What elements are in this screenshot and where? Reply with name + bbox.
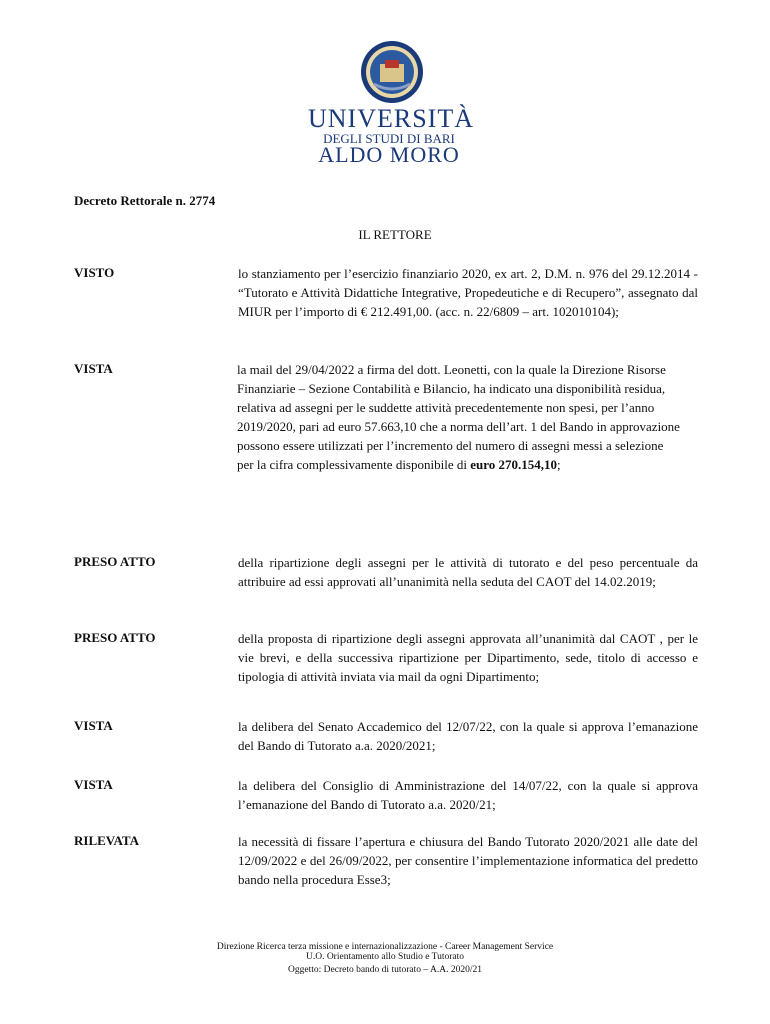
entry-label-vista-senato: VISTA xyxy=(74,718,113,733)
entry-text-vista-mail-amount: euro 270.154,10 xyxy=(470,457,558,472)
entry-label-preso-atto-1: PRESO ATTO xyxy=(74,554,156,569)
university-name-line3: ALDO MORO xyxy=(318,142,460,167)
entry-text-vista-mail-end: ; xyxy=(557,457,561,472)
university-seal-icon xyxy=(360,40,424,104)
entry-text-vista-mail-body: la mail del 29/04/2022 a firma del dott. Leonetti, con la quale la Direzione Risorse Finanziarie – Sezione Contabilità e Bilancio, ha indicato una disponibilità residua, relativa ad assegni per le suddette attività precedentemente non spesi, per l’anno 2019/2020, pari ad euro 57.663,10 che a norma dell’art. 1 del Bando in approvazione possono essere utilizzati per l’incremento del numero di assegni messi a selezione per la cifra complessivamente disponibile di xyxy=(237,362,680,472)
entry-text-vista-consiglio: la delibera del Consiglio di Amministrazione del 14/07/22, con la quale si approva l’emanazione del Bando di Tutorato a.a. 2020/21; xyxy=(238,778,698,812)
university-name-line2: DEGLI STUDI DI BARI xyxy=(323,131,455,146)
entry-text-vista-senato: la delibera del Senato Accademico del 12/07/22, con la quale si approva l’emanazione del Bando di Tutorato a.a. 2020/2021; xyxy=(238,719,698,753)
entry-text-visto: lo stanziamento per l’esercizio finanziario 2020, ex art. 2, D.M. n. 976 del 29.12.2014 - “Tutorato e Attività Didattiche Integrative, Propedeutiche e di Recupero”, assegnato dal MIUR per l’importo di € 212.491,00. (acc. n. 22/6809 – art. 102010104); xyxy=(238,266,698,319)
footer-line2: U.O. Orientamento allo Studio e Tutorato xyxy=(305,952,465,962)
page-footer xyxy=(0,942,770,975)
footer-line1: Direzione Ricerca terza missione e internazionalizzazione - Career Management Service xyxy=(216,942,554,952)
footer-line3: Oggetto: Decreto bando di tutorato – A.A. 2020/21 xyxy=(288,965,482,975)
entry-label-vista-consiglio: VISTA xyxy=(74,777,113,792)
entry-label-visto: VISTO xyxy=(74,265,115,280)
entry-text-preso-atto-2: della proposta di ripartizione degli assegni approvata all’unanimità dal CAOT , per le vie brevi, e della successiva ripartizione per Dipartimento, sede, titolo di accesso e tipologia di attività inviata via mail da ogni Dipartimento; xyxy=(238,631,698,684)
entry-text-rilevata: la necessità di fissare l’apertura e chiusura del Bando Tutorato 2020/2021 alle date del 12/09/2022 e del 26/09/2022, per consentire l’implementazione informatica del predetto bando nella procedura Esse3; xyxy=(238,834,698,887)
entry-text-preso-atto-1: della ripartizione degli assegni per le attività di tutorato e del peso percentuale da attribuire ad essi approvati all’unanimità nella seduta del CAOT del 14.02.2019; xyxy=(238,555,698,589)
entry-label-vista-mail: VISTA xyxy=(74,361,113,376)
decree-heading: IL RETTORE xyxy=(358,227,432,242)
decree-number: Decreto Rettorale n. 2774 xyxy=(74,193,216,208)
entry-text-vista-mail xyxy=(237,360,681,474)
entry-label-rilevata: RILEVATA xyxy=(74,833,140,848)
entry-label-preso-atto-2: PRESO ATTO xyxy=(74,630,156,645)
university-logo xyxy=(308,40,474,167)
university-name-line1: UNIVERSITÀ xyxy=(308,104,474,133)
